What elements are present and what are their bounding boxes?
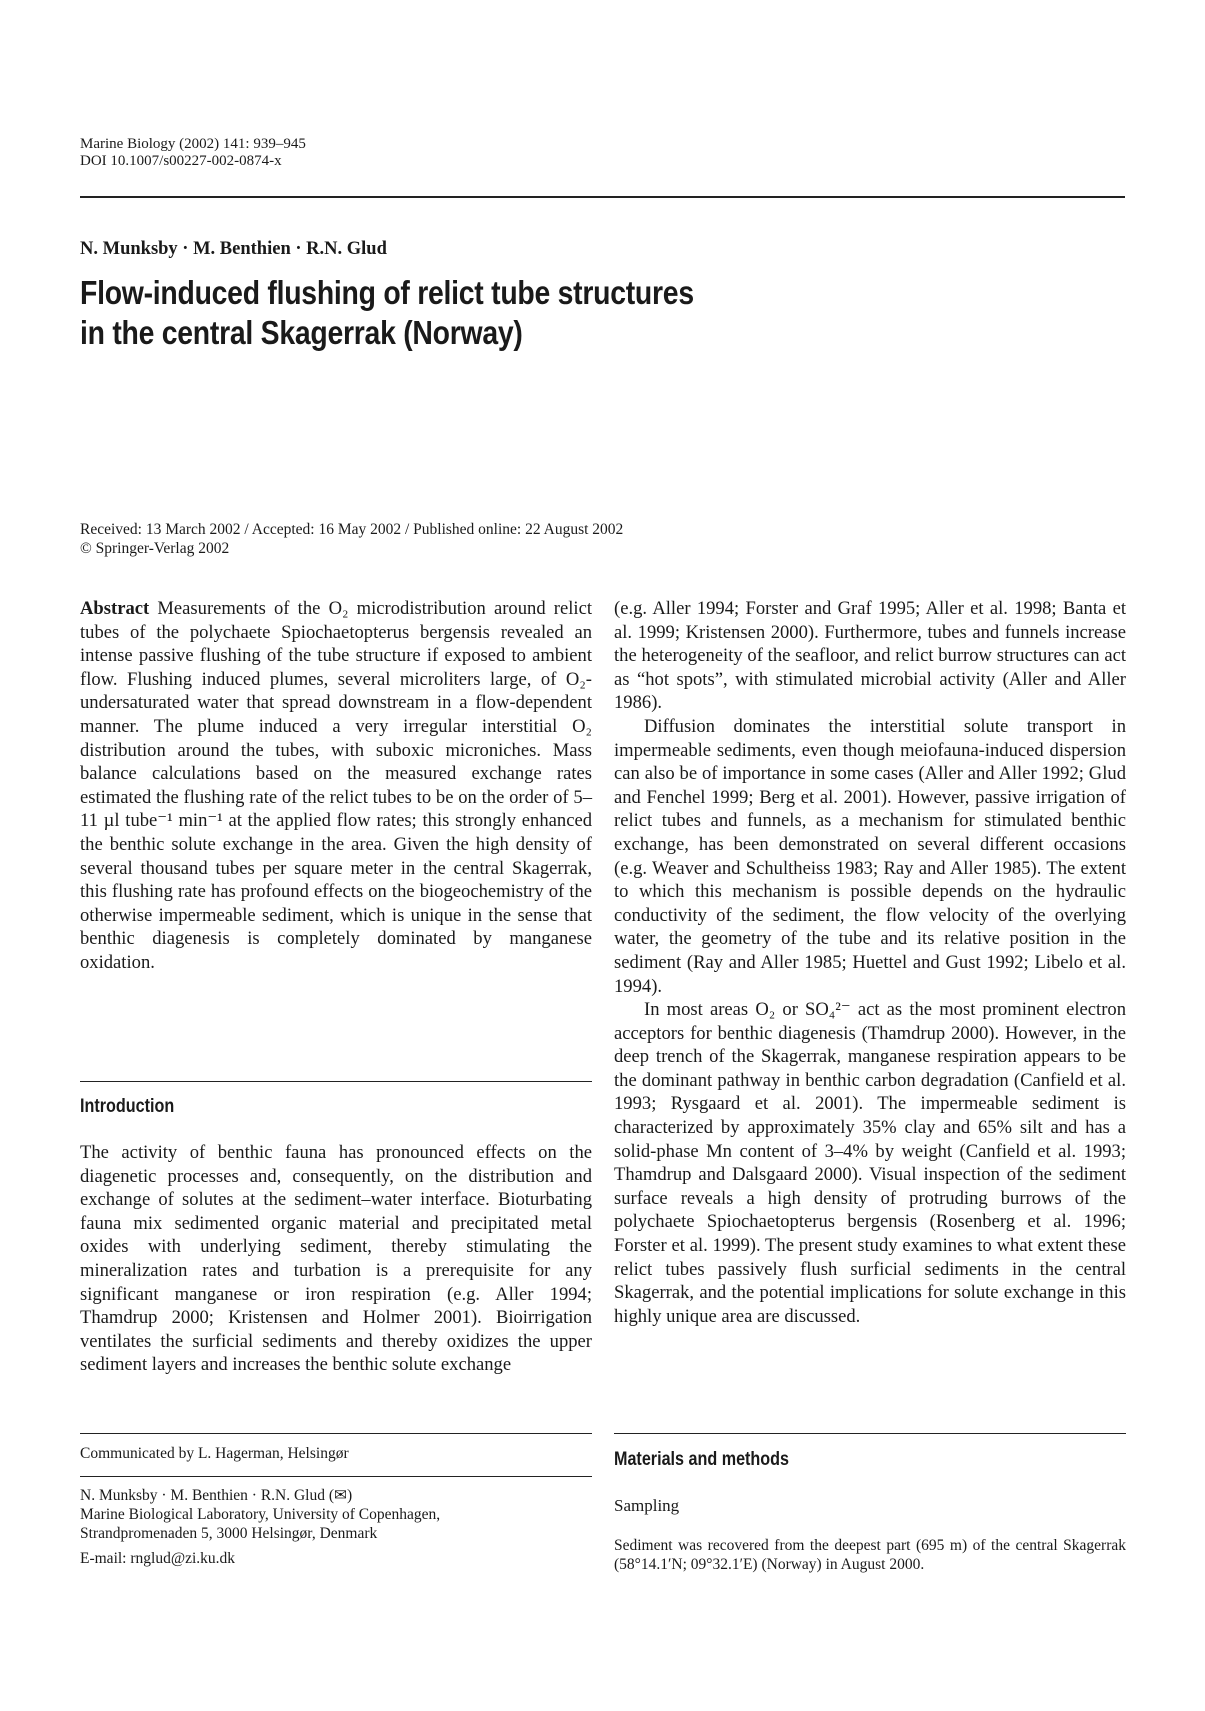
- affiliation-email: E-mail: rnglud@zi.ku.dk: [80, 1550, 236, 1567]
- received-accepted-line: Received: 13 March 2002 / Accepted: 16 May 2002 / Published online: 22 August 2002: [80, 521, 624, 538]
- journal-citation: Marine Biology (2002) 141: 939–945: [80, 136, 306, 152]
- title-line-2: in the central Skagerrak (Norway): [80, 314, 523, 351]
- author-list: N. Munksby · M. Benthien · R.N. Glud: [80, 239, 387, 259]
- introduction-body: [80, 1141, 592, 1377]
- paragraph-3: In most areas O₂ or SO₄²⁻ act as the most prominent electron acceptors for benthic diagenesis (Thamdrup 2000). However, in the deep trench of the Skagerrak, manganese respiration appears to be the dominant pathway in benthic carbon degradation (Canfield et al. 1993; Rysgaard et al. 2001). The impermeable sediment is characterized by approximately 35% clay and 65% silt and has a solid-phase Mn content of 3–4% by weight (Canfield et al. 1993; Thamdrup and Dalsgaard 2000). Visual inspection of the sediment surface reveals a high density of protruding burrows of the polychaete Spiochaetopterus bergensis (Rosenberg et al. 1996; Forster et al. 1999). The present study examines to what extent these relict tubes passively flush surficial sediments in the central Skagerrak, and the potential implications for solute exchange in this highly unique area are discussed.: [614, 999, 1126, 1327]
- methods-heading: Materials and methods: [614, 1449, 790, 1470]
- paragraph-1: (e.g. Aller 1994; Forster and Graf 1995; Aller et al. 1998; Banta et al. 1999; Kristensen 2000). Furthermore, tubes and funnels increase the heterogeneity of the seafloor, and relict burrow structures can act as “hot spots”, with stimulated microbial activity (Aller and Aller 1986).: [614, 598, 1126, 714]
- affiliation-institution: Marine Biological Laboratory, University of Copenhagen,: [80, 1506, 441, 1523]
- affiliation-address: Strandpromenaden 5, 3000 Helsingør, Denmark: [80, 1525, 378, 1542]
- sampling-text: Sediment was recovered from the deepest part (695 m) of the central Skagerrak (58°14.1′N; 09°32.1′E) (Norway) in August 2000.: [614, 1537, 1126, 1573]
- affiliation-rule: [80, 1476, 592, 1477]
- intro-paragraph: The activity of benthic fauna has pronounced effects on the diagenetic processes and, consequently, on the distribution and exchange of solutes at the sediment–water interface. Bioturbating fauna mix sedimented organic material and precipitated metal oxides with underlying sediment, thereby stimulating the mineralization rates and turbation is a prerequisite for any significant manganese or iron respiration (e.g. Aller 1994; Thamdrup 2000; Kristensen and Holmer 2001). Bioirrigation ventilates the surficial sediments and thereby oxidizes the upper sediment layers and increases the benthic solute exchange: [80, 1142, 592, 1376]
- header-rule: [80, 196, 1125, 198]
- paragraph-2: Diffusion dominates the interstitial solute transport in impermeable sediments, even though meiofauna-induced dispersion can also be of importance in some cases (Aller and Aller 1992; Glud and Fenchel 1999; Berg et al. 2001). However, passive irrigation of relict tubes and funnels, as a mechanism for stimulated benthic exchange, has been demonstrated on several different occasions (e.g. Weaver and Schultheiss 1983; Ray and Aller 1985). The extent to which this mechanism is possible depends on the hydraulic conductivity of the sediment, the flow velocity of the overlying water, the geometry of the tube and its relative position in the sediment (Ray and Aller 1985; Huettel and Gust 1992; Libelo et al. 1994).: [614, 715, 1126, 997]
- footnote-rule: [80, 1433, 592, 1434]
- intro-rule: [80, 1081, 592, 1082]
- journal-header: [80, 136, 306, 170]
- right-column: [614, 597, 1126, 1328]
- methods-rule: [614, 1433, 1126, 1434]
- abstract: [80, 597, 592, 975]
- title-line-1: Flow-induced flushing of relict tube structures: [80, 274, 694, 311]
- article-title: [80, 273, 734, 353]
- copyright-line: © Springer-Verlag 2002: [80, 540, 230, 557]
- abstract-text: Measurements of the O₂ microdistribution around relict tubes of the polychaete Spiochaetopterus bergensis revealed an intense passive flushing of the tube structure if exposed to ambient flow. Flushing induced plumes, several microliters large, of O₂-undersaturated water that spread downstream in a flow-dependent manner. The plume induced a very irregular interstitial O₂ distribution around the tubes, with suboxic microniches. Mass balance calculations based on the measured exchange rates estimated the flushing rate of the relict tubes to be on the order of 5–11 µl tube⁻¹ min⁻¹ at the applied flow rates; this strongly enhanced the benthic solute exchange in the area. Given the high density of several thousand tubes per square meter in the central Skagerrak, this flushing rate has profound effects on the biogeochemistry of the otherwise impermeable sediment, which is unique in the sense that benthic diagenesis is completely dominated by manganese oxidation.: [80, 598, 592, 973]
- publication-dates: [80, 520, 623, 558]
- abstract-label: Abstract: [80, 598, 150, 619]
- sampling-heading: Sampling: [614, 1496, 680, 1515]
- introduction-heading: Introduction: [80, 1096, 175, 1117]
- communicated-by: Communicated by L. Hagerman, Helsingør: [80, 1445, 349, 1462]
- doi: DOI 10.1007/s00227-002-0874-x: [80, 153, 282, 169]
- affiliation-authors: N. Munksby · M. Benthien · R.N. Glud (✉): [80, 1487, 353, 1504]
- author-affiliation: [80, 1486, 440, 1568]
